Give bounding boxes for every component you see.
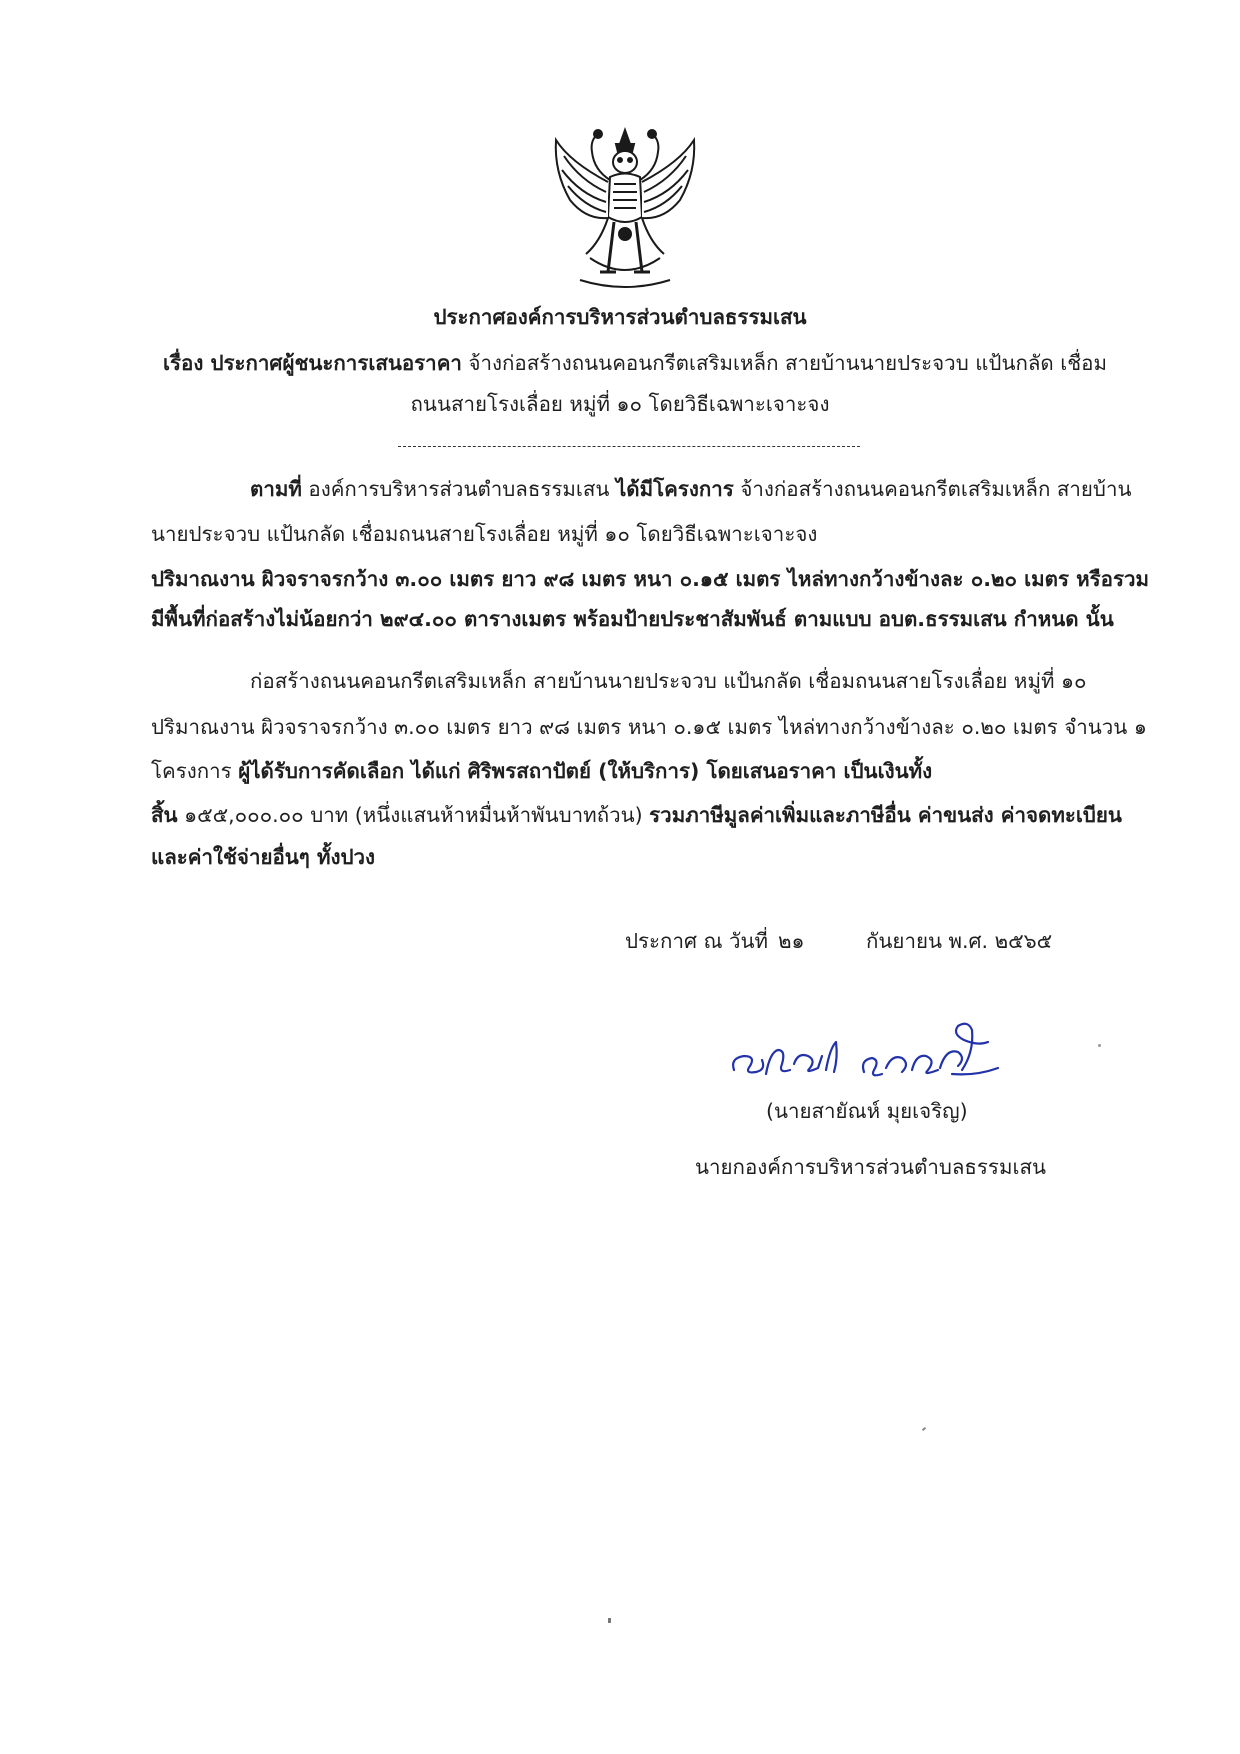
subject-line-1 [163, 348, 1107, 378]
para2-project-word: โครงการ [151, 759, 232, 783]
para2-line-1: ก่อสร้างถนนคอนกรีตเสริมเหล็ก สายบ้านนายประจวบ แป้นกลัด เชื่อมถนนสายโรงเลื่อย หมู่ที่ ๑๐ [250, 669, 1087, 693]
announce-label: ประกาศ ณ วันที่ [625, 929, 769, 953]
garuda-emblem-icon [550, 122, 700, 294]
scan-speck [922, 1427, 926, 1431]
para1-line-4: มีพื้นที่ก่อสร้างไม่น้อยกว่า ๒๙๔.๐๐ ตารางเมตร พร้อมป้ายประชาสัมพันธ์ ตามแบบ อบต.ธรรมเสน กำหนด นั้น [151, 607, 1114, 631]
para2-tax-note: รวมภาษีมูลค่าเพิ่มและภาษีอื่น ค่าขนส่ง ค่าจดทะเบียน [649, 803, 1122, 827]
signatory-position: นายกองค์การบริหารส่วนตำบลธรรมเสน [695, 1155, 1046, 1179]
para2-line-2: ปริมาณงาน ผิวจราจรกว้าง ๓.๐๐ เมตร ยาว ๙๘ เมตร หนา ๐.๑๕ เมตร ไหล่ทางกว้างข้างละ ๐.๒๐ เมตร จำนวน ๑ [151, 715, 1147, 739]
handwritten-signature [726, 1012, 1006, 1092]
subject-line-2: ถนนสายโรงเลื่อย หมู่ที่ ๑๐ โดยวิธีเฉพาะเจาะจง [410, 392, 830, 416]
scan-speck [1098, 1044, 1101, 1047]
para1-line-2: นายประจวบ แป้นกลัด เชื่อมถนนสายโรงเลื่อย หมู่ที่ ๑๐ โดยวิธีเฉพาะเจาะจง [151, 522, 818, 546]
para1-lead: ตามที่ [250, 477, 302, 501]
para1-line-3: ปริมาณงาน ผิวจราจรกว้าง ๓.๐๐ เมตร ยาว ๙๘ เมตร หนา ๐.๑๕ เมตร ไหล่ทางกว้างข้างละ ๐.๒๐ เมตร หรือรวม [151, 567, 1150, 591]
para1-has-project: ได้มีโครงการ [615, 477, 734, 501]
para2-line-4 [151, 800, 1122, 830]
signatory-name: (นายสายัณห์ มุยเจริญ) [766, 1099, 968, 1123]
subject-label: เรื่อง ประกาศผู้ชนะการเสนอราคา [163, 351, 462, 375]
org-title: ประกาศองค์การบริหารส่วนตำบลธรรมเสน [433, 305, 807, 329]
subject-text: จ้างก่อสร้างถนนคอนกรีตเสริมเหล็ก สายบ้านนายประจวบ แป้นกลัด เชื่อม [468, 351, 1108, 375]
para2-line-5: และค่าใช้จ่ายอื่นๆ ทั้งปวง [151, 845, 375, 869]
scan-speck [608, 1618, 611, 1623]
para2-amount: ๑๕๕,๐๐๐.๐๐ บาท (หนึ่งแสนห้าหมื่นห้าพันบาทถ้วน) [184, 803, 643, 827]
para1-line-1 [250, 474, 1131, 504]
para1-project: จ้างก่อสร้างถนนคอนกรีตเสริมเหล็ก สายบ้าน [740, 477, 1132, 501]
separator-line [398, 446, 860, 447]
announce-day: ๒๑ [778, 929, 805, 953]
announce-month-year: กันยายน พ.ศ. ๒๕๖๕ [866, 929, 1053, 953]
para1-org: องค์การบริหารส่วนตำบลธรรมเสน [308, 477, 610, 501]
para2-line-3 [151, 756, 932, 786]
para2-end-word: สิ้น [151, 803, 178, 827]
para2-winner: ผู้ได้รับการคัดเลือก ได้แก่ ศิริพรสถาปัตย์ (ให้บริการ) โดยเสนอราคา เป็นเงินทั้ง [238, 759, 933, 783]
